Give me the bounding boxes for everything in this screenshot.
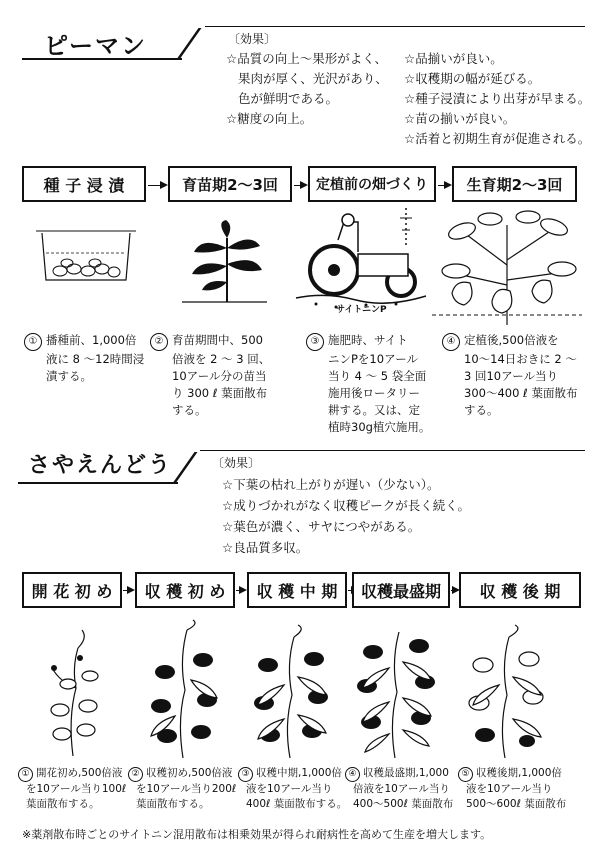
- pea-plant-5-illustration: [455, 625, 555, 760]
- sayaendo-stage-5: 収 穫 後 期: [459, 572, 581, 608]
- piman-step-3-num: ③: [306, 333, 324, 351]
- piman-step-2-line-3: 10アール分の苗当: [172, 369, 267, 383]
- piman-step-3-line-2: ニンPを10アール: [328, 352, 418, 366]
- sayaendo-step-3-line-1: 収穫中期,1,000倍: [256, 767, 342, 779]
- piman-step-2-line-5: する。: [172, 403, 207, 417]
- piman-step-4-line-5: する。: [464, 403, 499, 417]
- piman-effect-right-3: ☆種子浸漬により出芽が早まる。: [404, 91, 591, 106]
- piman-step-1-line-2: 液に 8 ～12時間浸: [46, 352, 145, 366]
- sayaendo-step-4-line-1: 収穫最盛期,1,000: [363, 767, 449, 779]
- sayaendo-step-5: [458, 766, 583, 812]
- pepper-plant-illustration: [432, 205, 582, 325]
- piman-effect-right-4: ☆苗の揃いが良い。: [404, 111, 516, 126]
- sayaendo-step-1-line-3: 葉面散布する。: [26, 798, 100, 810]
- piman-step-4: [442, 332, 607, 419]
- sayaendo-stage-3: 収 穫 中 期: [247, 572, 347, 608]
- sayaendo-step-4-line-3: 400～500ℓ 葉面散布: [353, 798, 454, 810]
- sayaendo-effect-label: 〔効果〕: [212, 456, 261, 470]
- seed-soak-illustration: [36, 225, 136, 285]
- sayaendo-stage-2: 収 穫 初 め: [135, 572, 235, 608]
- piman-step-4-line-4: 300～400 ℓ 葉面散布: [464, 386, 578, 400]
- piman-stage-field-prep: 定植前の畑づくり: [308, 166, 436, 202]
- pea-plant-1-illustration: [28, 628, 118, 758]
- sayaendo-title: さやえんどう: [28, 453, 173, 478]
- sayaendo-step-2-line-2: を10アール当り200ℓ: [136, 783, 237, 795]
- piman-step-4-line-3: 3 回10アール当り: [464, 369, 559, 383]
- pea-plant-2-illustration: [135, 620, 230, 760]
- piman-step-2-num: ②: [150, 333, 168, 351]
- sayaendo-effect-2: ☆成りづかれがなく収穫ピークが長く続く。: [222, 498, 470, 513]
- piman-step-3-line-3: 当り 4 ～ 5 袋全面: [328, 369, 427, 383]
- piman-step-4-line-1: 定植後,500倍液を: [464, 333, 559, 347]
- piman-step-3-line-6: 植時30g植穴施用。: [328, 420, 431, 434]
- pea-plant-4-illustration: [345, 622, 445, 760]
- piman-step-2: [150, 332, 300, 419]
- piman-title-underline: [22, 58, 182, 60]
- piman-step-1-line-3: 漬する。: [46, 369, 92, 383]
- sayaendo-stage-1: 開 花 初 め: [22, 572, 122, 608]
- piman-stage-growth: 生育期2～3回: [452, 166, 577, 202]
- piman-step-3-line-5: 耕する。又は、定: [328, 403, 420, 417]
- sayaendo-step-1-num: ①: [18, 767, 33, 782]
- footnote: ※薬剤散布時ごとのサイトニン混用散布は相乗効果が得られ耐病性を高めて生産を増大します。: [22, 828, 492, 841]
- sayaendo-title-slash: [173, 452, 197, 482]
- sayaendo-step-3-num: ③: [238, 767, 253, 782]
- sayaendo-step-5-line-1: 収穫後期,1,000倍: [476, 767, 562, 779]
- piman-effect-right-5: ☆活着と初期生育が促進される。: [404, 131, 591, 146]
- piman-step-1-num: ①: [24, 333, 42, 351]
- sayaendo-effect-1: ☆下葉の枯れ上がりが遅い（少ない）。: [222, 477, 440, 492]
- sayaendo-step-2: [128, 766, 243, 812]
- piman-step-1-line-1: 播種前、1,000倍: [46, 333, 137, 347]
- piman-step-3: [306, 332, 456, 436]
- piman-effect-left-4: ☆糖度の向上。: [226, 111, 313, 126]
- piman-step-1: [24, 332, 154, 385]
- piman-effects-left: [226, 49, 416, 129]
- sayaendo-arrow-1: [123, 590, 133, 591]
- sayaendo-step-1-line-2: を10アール当り100ℓ: [26, 783, 127, 795]
- piman-effect-label: 〔効果〕: [228, 32, 277, 46]
- sayaendo-title-underline: [18, 482, 178, 484]
- sayaendo-step-1: [18, 766, 133, 812]
- piman-stage-seed-soak: 種 子 浸 漬: [22, 166, 146, 202]
- sayaendo-step-1-line-1: 開花初め,500倍液: [36, 767, 123, 779]
- piman-effect-left-2: 果肉が厚く、光沢があり、: [238, 71, 388, 86]
- piman-effect-right-2: ☆収穫期の幅が延びる。: [404, 71, 541, 86]
- sayaendo-step-4: [345, 766, 460, 812]
- piman-title-slash: [177, 28, 201, 58]
- sayaendo-arrow-2: [236, 590, 245, 591]
- sayaendo-step-4-num: ④: [345, 767, 360, 782]
- piman-effect-right-1: ☆品揃いが良い。: [404, 51, 503, 66]
- piman-arrow-3: [438, 185, 450, 186]
- piman-title: ピーマン: [44, 32, 148, 60]
- sayaendo-step-2-num: ②: [128, 767, 143, 782]
- sayaendo-header-rule: [200, 450, 585, 451]
- piman-effects-right: [404, 49, 609, 149]
- sayaendo-effects: [222, 474, 592, 558]
- sayaendo-step-3-line-2: 液を10アール当り: [246, 783, 333, 795]
- pea-plant-3-illustration: [240, 625, 340, 760]
- sayaendo-step-5-num: ⑤: [458, 767, 473, 782]
- piman-arrow-2: [294, 185, 306, 186]
- sayaendo-step-5-line-2: 液を10アール当り: [466, 783, 553, 795]
- piman-effect-left-3: 色が鮮明である。: [238, 91, 339, 106]
- piman-step-2-line-2: 倍液を 2 ～ 3 回、: [172, 352, 271, 366]
- sayaendo-step-3-line-3: 400ℓ 葉面散布する。: [246, 798, 348, 810]
- seedling-illustration: [172, 218, 272, 308]
- piman-header-rule: [205, 26, 585, 27]
- piman-arrow-1: [148, 185, 166, 186]
- product-label: サイトニンP: [336, 305, 387, 315]
- piman-step-4-num: ④: [442, 333, 460, 351]
- sayaendo-stage-4: 収穫最盛期: [352, 572, 450, 608]
- sayaendo-step-5-line-3: 500～600ℓ 葉面散布: [466, 798, 567, 810]
- piman-step-3-line-1: 施肥時、サイト: [328, 333, 408, 347]
- piman-step-4-line-2: 10～14日おきに 2 ～: [464, 352, 577, 366]
- sayaendo-effect-4: ☆良品質多収。: [222, 540, 309, 555]
- sayaendo-step-2-line-3: 葉面散布する。: [136, 798, 210, 810]
- sayaendo-step-4-line-2: 倍液を10アール当り: [353, 783, 450, 795]
- piman-effect-left-1: ☆品質の向上～果形がよく、: [226, 51, 387, 66]
- sayaendo-effect-3: ☆葉色が濃く、サヤにつやがある。: [222, 519, 421, 534]
- piman-step-3-line-4: 施用後ロータリー: [328, 386, 420, 400]
- sayaendo-step-2-line-1: 収穫初め,500倍液: [146, 767, 233, 779]
- piman-step-2-line-4: り 300 ℓ 葉面散布: [172, 386, 268, 400]
- piman-step-2-line-1: 育苗期間中、500: [172, 333, 263, 347]
- sayaendo-arrow-4: [451, 590, 458, 591]
- sayaendo-step-3: [238, 766, 353, 812]
- piman-stage-nursery: 育苗期2～3回: [168, 166, 292, 202]
